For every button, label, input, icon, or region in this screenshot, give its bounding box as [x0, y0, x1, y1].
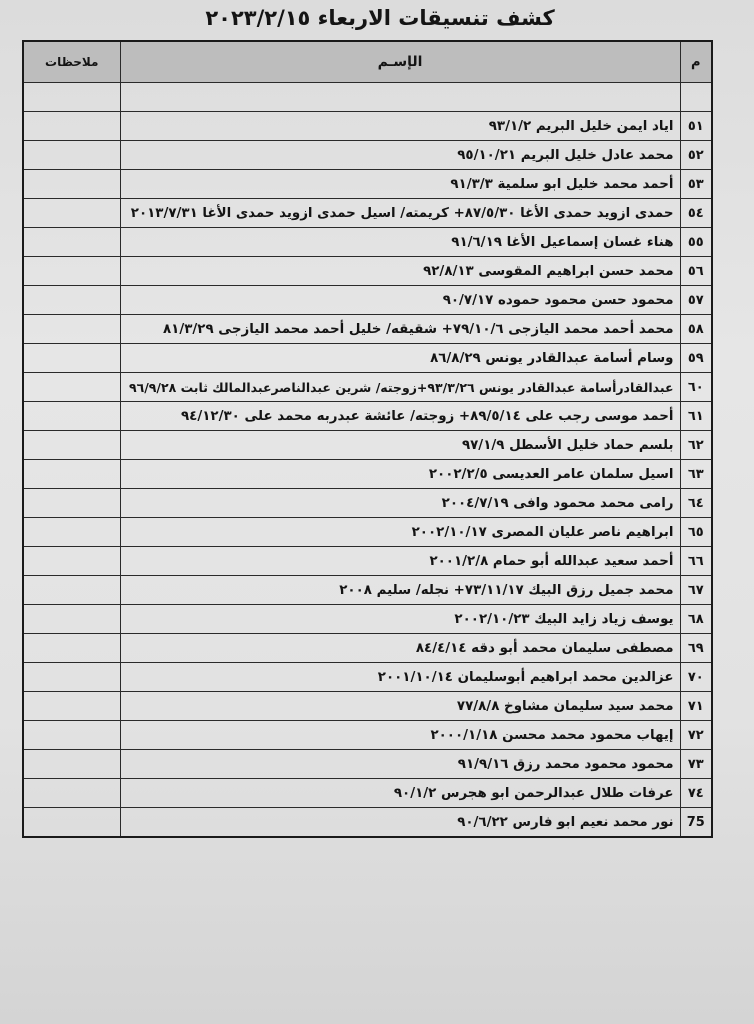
row-notes — [23, 402, 120, 431]
row-number: ٥٩ — [680, 344, 712, 373]
table-row — [23, 112, 712, 141]
table-row — [23, 750, 712, 779]
row-name: محمود محمود محمد رزق ٩١/٩/١٦ — [120, 750, 680, 779]
row-notes — [23, 692, 120, 721]
header-name: الإسـم — [120, 41, 680, 83]
table-row — [23, 518, 712, 547]
table-row — [23, 286, 712, 315]
row-number: ٦٨ — [680, 605, 712, 634]
table-row — [23, 431, 712, 460]
row-notes — [23, 199, 120, 228]
row-notes — [23, 750, 120, 779]
row-notes — [23, 344, 120, 373]
row-number: ٧٢ — [680, 721, 712, 750]
row-notes — [23, 808, 120, 838]
table-row — [23, 170, 712, 199]
table-row — [23, 605, 712, 634]
row-number: 75 — [680, 808, 712, 838]
table-row — [23, 547, 712, 576]
row-number: ٦٩ — [680, 634, 712, 663]
table-row — [23, 460, 712, 489]
row-name: إيهاب محمود محمد محسن ٢٠٠٠/١/١٨ — [120, 721, 680, 750]
row-notes — [23, 431, 120, 460]
row-notes — [23, 460, 120, 489]
row-notes — [23, 605, 120, 634]
row-name: عرفات طلال عبدالرحمن ابو هجرس ٩٠/١/٢ — [120, 779, 680, 808]
row-notes — [23, 721, 120, 750]
row-name: هناء غسان إسماعيل الأغا ٩١/٦/١٩ — [120, 228, 680, 257]
row-number: ٥٧ — [680, 286, 712, 315]
row-notes — [23, 141, 120, 170]
table-header-row — [23, 41, 712, 83]
row-notes — [23, 547, 120, 576]
row-number: ٧٠ — [680, 663, 712, 692]
table-row — [23, 315, 712, 344]
row-number: ٥٦ — [680, 257, 712, 286]
row-number: ٦٤ — [680, 489, 712, 518]
row-notes — [23, 779, 120, 808]
row-name: أحمد موسى رجب على ٨٩/٥/١٤+ زوجته/ عائشة عبدربه محمد على ٩٤/١٢/٣٠ — [120, 402, 680, 431]
row-number: ٧٤ — [680, 779, 712, 808]
header-notes: ملاحظات — [23, 41, 120, 83]
row-name: اسيل سلمان عامر العديسى ٢٠٠٢/٢/٥ — [120, 460, 680, 489]
row-notes — [23, 663, 120, 692]
row-name: محمد جميل رزق البيك ٧٣/١١/١٧+ نجله/ سليم ٢٠٠٨ — [120, 576, 680, 605]
row-name: ابراهيم ناصر عليان المصرى ٢٠٠٢/١٠/١٧ — [120, 518, 680, 547]
row-number: ٧٣ — [680, 750, 712, 779]
table-row — [23, 576, 712, 605]
row-name: أحمد محمد خليل ابو سلمية ٩١/٣/٣ — [120, 170, 680, 199]
row-number: ٦٠ — [680, 373, 712, 402]
row-number: ٥٤ — [680, 199, 712, 228]
table-row — [23, 373, 712, 402]
row-number: ٦٧ — [680, 576, 712, 605]
row-number: ٦٣ — [680, 460, 712, 489]
table-row — [23, 808, 712, 838]
row-name: محمد سيد سليمان مشاوخ ٧٧/٨/٨ — [120, 692, 680, 721]
table-row — [23, 228, 712, 257]
row-number: ٥٨ — [680, 315, 712, 344]
table-row — [23, 257, 712, 286]
row-notes — [23, 576, 120, 605]
row-name: أحمد سعيد عبدالله أبو حمام ٢٠٠١/٢/٨ — [120, 547, 680, 576]
row-name — [120, 83, 680, 112]
row-notes — [23, 315, 120, 344]
row-notes — [23, 634, 120, 663]
table-row — [23, 663, 712, 692]
row-name: عزالدين محمد ابراهيم أبوسليمان ٢٠٠١/١٠/١٤ — [120, 663, 680, 692]
table-row — [23, 402, 712, 431]
row-notes — [23, 257, 120, 286]
roster-table — [22, 40, 713, 838]
table-row — [23, 779, 712, 808]
table-row — [23, 199, 712, 228]
row-name: محمود حسن محمود حموده ٩٠/٧/١٧ — [120, 286, 680, 315]
table-row — [23, 489, 712, 518]
row-number: ٦٥ — [680, 518, 712, 547]
table-row — [23, 344, 712, 373]
row-name: مصطفى سليمان محمد أبو دقه ٨٤/٤/١٤ — [120, 634, 680, 663]
row-name: عبدالقادرأسامة عبدالقادر يونس ٩٣/٣/٢٦+زوجته/ شرين عبدالناصرعبدالمالك ثابت ٩٦/٩/٢٨ — [120, 373, 680, 402]
row-name: نور محمد نعيم ابو فارس ٩٠/٦/٢٢ — [120, 808, 680, 838]
row-notes — [23, 286, 120, 315]
table-row — [23, 692, 712, 721]
row-name: محمد عادل خليل البريم ٩٥/١٠/٢١ — [120, 141, 680, 170]
row-name: محمد أحمد محمد اليازجى ٧٩/١٠/٦+ شقيقه/ خليل أحمد محمد اليازجى ٨١/٣/٢٩ — [120, 315, 680, 344]
row-notes — [23, 489, 120, 518]
table-row — [23, 634, 712, 663]
row-name: رامى محمد محمود وافى ٢٠٠٤/٧/١٩ — [120, 489, 680, 518]
row-name: حمدى ازويد حمدى الأغا ٨٧/٥/٣٠+ كريمته/ اسيل حمدى ازويد حمدى الأغا ٢٠١٣/٧/٣١ — [120, 199, 680, 228]
row-number: ٦٦ — [680, 547, 712, 576]
table-row — [23, 141, 712, 170]
row-number — [680, 83, 712, 112]
row-notes — [23, 170, 120, 199]
table-row-empty — [23, 83, 712, 112]
table-row — [23, 721, 712, 750]
row-name: وسام أسامة عبدالقادر يونس ٨٦/٨/٢٩ — [120, 344, 680, 373]
row-name: محمد حسن ابراهيم المقوسى ٩٢/٨/١٣ — [120, 257, 680, 286]
row-name: يوسف زياد زايد البيك ٢٠٠٢/١٠/٢٣ — [120, 605, 680, 634]
table-body — [23, 83, 712, 838]
row-number: ٧١ — [680, 692, 712, 721]
row-number: ٥٣ — [680, 170, 712, 199]
row-notes — [23, 83, 120, 112]
row-number: ٦١ — [680, 402, 712, 431]
row-number: ٥٢ — [680, 141, 712, 170]
row-notes — [23, 373, 120, 402]
header-number: م — [680, 41, 712, 83]
row-number: ٥٥ — [680, 228, 712, 257]
page-title: كشف تنسيقات الاربعاء ٢٠٢٣/٢/١٥ — [205, 6, 555, 30]
row-number: ٥١ — [680, 112, 712, 141]
row-name: بلسم حماد خليل الأسطل ٩٧/١/٩ — [120, 431, 680, 460]
row-name: اياد ايمن خليل البريم ٩٣/١/٢ — [120, 112, 680, 141]
row-notes — [23, 518, 120, 547]
row-notes — [23, 112, 120, 141]
row-number: ٦٢ — [680, 431, 712, 460]
row-notes — [23, 228, 120, 257]
